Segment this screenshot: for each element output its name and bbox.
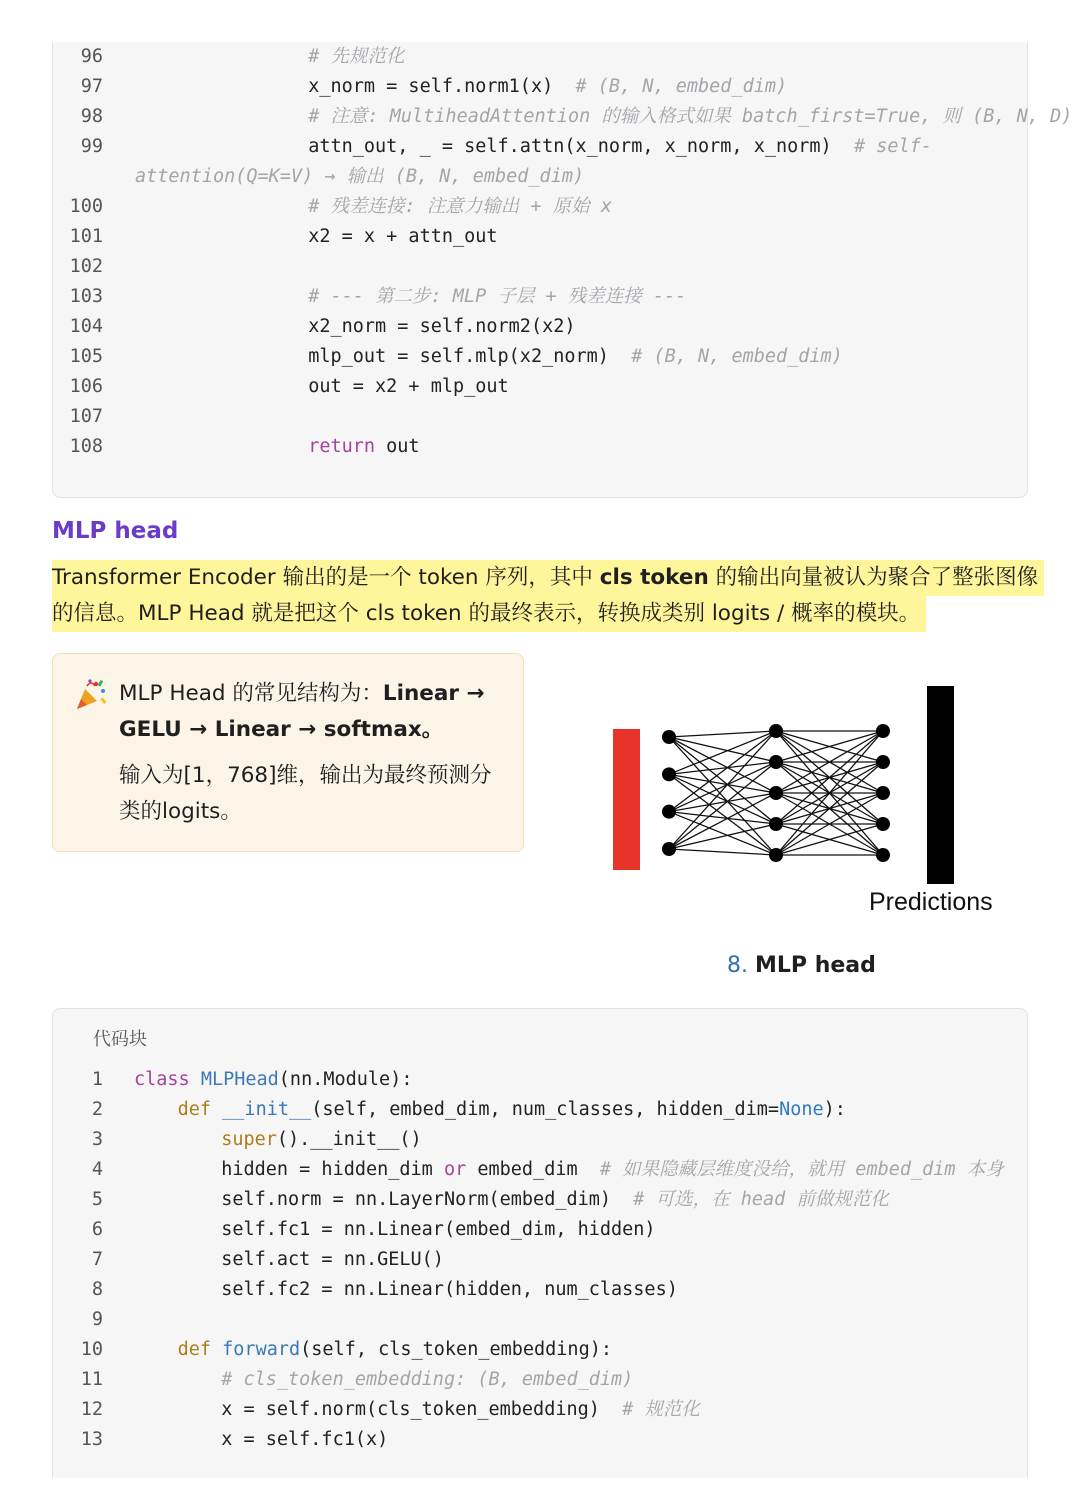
code-token: MLPHead bbox=[200, 1069, 279, 1090]
input-bar bbox=[613, 729, 640, 870]
code-text bbox=[308, 132, 932, 162]
network-node bbox=[876, 848, 890, 862]
code-text bbox=[221, 1395, 700, 1425]
highlighted-paragraph-line-2: 的信息。MLP Head 就是把这个 cls token 的最终表示，转换成类别 logits / 概率的模块。 bbox=[52, 596, 926, 632]
code-comment: # 残差连接: 注意力输出 + 原始 x bbox=[308, 196, 612, 217]
code-text bbox=[308, 222, 497, 252]
code-text bbox=[178, 1335, 612, 1365]
code-line bbox=[53, 222, 1027, 252]
code-line bbox=[53, 162, 1027, 192]
code-text bbox=[308, 342, 843, 372]
code-line bbox=[53, 432, 1027, 462]
line-number: 107 bbox=[69, 406, 103, 427]
line-number: 104 bbox=[69, 316, 103, 337]
code-token: __init__ bbox=[222, 1099, 312, 1120]
code-text bbox=[135, 162, 584, 192]
line-number: 99 bbox=[80, 136, 103, 157]
line-number: 108 bbox=[69, 436, 103, 457]
code-token: None bbox=[779, 1099, 824, 1120]
code-line bbox=[53, 1395, 1027, 1425]
para-bold-cls-token: cls token bbox=[599, 565, 709, 590]
line-number: 1 bbox=[91, 1069, 103, 1090]
network-edge bbox=[669, 731, 776, 737]
network-node bbox=[662, 842, 676, 856]
code-token: def bbox=[177, 1339, 223, 1360]
code-line bbox=[53, 252, 1027, 282]
code-text bbox=[221, 1245, 444, 1275]
code-text bbox=[221, 1185, 889, 1215]
line-number: 102 bbox=[69, 256, 103, 277]
code-line bbox=[53, 1125, 1027, 1155]
code-line bbox=[53, 1245, 1027, 1275]
code-comment: # 可选，在 head 前做规范化 bbox=[633, 1189, 889, 1210]
callout-linear-1: Linear → bbox=[382, 681, 485, 706]
line-number: 8 bbox=[91, 1279, 103, 1300]
code-comment: # 先规范化 bbox=[308, 46, 405, 67]
code-text bbox=[308, 42, 404, 72]
code-token: out bbox=[375, 436, 420, 457]
network-node bbox=[876, 755, 890, 769]
code-text bbox=[221, 1365, 633, 1395]
code-line bbox=[53, 1335, 1027, 1365]
code-comment: # self- bbox=[853, 136, 932, 157]
code-token: ().__init__() bbox=[276, 1129, 422, 1150]
callout-line-1 bbox=[119, 676, 484, 712]
line-number: 96 bbox=[80, 46, 103, 67]
code-token: out = x2 + mlp_out bbox=[308, 376, 509, 397]
code-comment: # (B, N, embed_dim) bbox=[631, 346, 843, 367]
code-line bbox=[53, 1155, 1027, 1185]
network-node bbox=[876, 817, 890, 831]
code-comment: # (B, N, embed_dim) bbox=[575, 76, 788, 97]
line-number: 2 bbox=[91, 1099, 103, 1120]
code-token: hidden = hidden_dim bbox=[221, 1159, 444, 1180]
line-number: 5 bbox=[91, 1189, 103, 1210]
code-comment: # 注意: MultiheadAttention 的输入格式如果 batch_first=True, 则 (B, N, D) bbox=[308, 106, 1073, 127]
code-text bbox=[308, 192, 612, 222]
code-text bbox=[308, 432, 419, 462]
line-number: 105 bbox=[69, 346, 103, 367]
line-number: 3 bbox=[91, 1129, 103, 1150]
mlp-head-diagram bbox=[600, 680, 1020, 920]
code-line bbox=[53, 1095, 1027, 1125]
code-token: embed_dim bbox=[466, 1159, 600, 1180]
network-node bbox=[662, 767, 676, 781]
code-token: or bbox=[443, 1159, 467, 1180]
section-title: MLP head bbox=[52, 518, 179, 544]
line-number: 11 bbox=[80, 1369, 103, 1390]
code-token: forward bbox=[222, 1339, 301, 1360]
code-token: (nn.Module): bbox=[278, 1069, 413, 1090]
code-line bbox=[53, 192, 1027, 222]
code-line bbox=[53, 282, 1027, 312]
code-line bbox=[53, 1365, 1027, 1395]
code-token: mlp_out = self.mlp(x2_norm) bbox=[308, 346, 632, 367]
code-line bbox=[53, 312, 1027, 342]
code-token: x = self.norm(cls_token_embedding) bbox=[221, 1399, 623, 1420]
network-node bbox=[662, 805, 676, 819]
code-token: x2 = x + attn_out bbox=[308, 226, 498, 247]
para-text-2: 的输出向量被认为聚合了整张图像 bbox=[708, 565, 1039, 590]
code-token: self.norm = nn.LayerNorm(embed_dim) bbox=[221, 1189, 634, 1210]
line-number: 103 bbox=[69, 286, 103, 307]
output-bar bbox=[927, 686, 954, 884]
code-token: x = self.fc1(x) bbox=[221, 1429, 389, 1450]
figure-caption-number: 8. bbox=[727, 953, 748, 978]
code-token: self.fc2 = nn.Linear(hidden, num_classes) bbox=[221, 1279, 678, 1300]
code-text bbox=[221, 1215, 655, 1245]
code-token: ): bbox=[823, 1099, 846, 1120]
code-token: self.act = nn.GELU() bbox=[221, 1249, 444, 1270]
network-node bbox=[769, 817, 783, 831]
network-node bbox=[876, 724, 890, 738]
network-edge bbox=[669, 849, 776, 855]
code-token: def bbox=[177, 1099, 223, 1120]
network-edge bbox=[669, 737, 776, 793]
code-line bbox=[53, 42, 1027, 72]
line-number: 12 bbox=[80, 1399, 103, 1420]
code-token: (self, embed_dim, num_classes, hidden_dim= bbox=[311, 1099, 780, 1120]
code-comment: # 如果隐藏层维度没给，就用 embed_dim 本身 bbox=[599, 1159, 1004, 1180]
predictions-label: Predictions bbox=[869, 888, 993, 916]
code-token: class bbox=[134, 1069, 201, 1090]
code-text bbox=[308, 282, 686, 312]
code-line bbox=[53, 1065, 1027, 1095]
network-node bbox=[769, 755, 783, 769]
callout-line-4: 类的logits。 bbox=[119, 799, 242, 824]
highlighted-paragraph-line-1 bbox=[52, 560, 1044, 596]
para-text-1: Transformer Encoder 输出的是一个 token 序列，其中 bbox=[52, 565, 600, 590]
line-number: 9 bbox=[91, 1309, 103, 1330]
network-edge bbox=[669, 793, 776, 849]
code-line bbox=[53, 102, 1073, 132]
code-token: return bbox=[308, 436, 376, 457]
code-token: x2_norm = self.norm2(x2) bbox=[308, 316, 576, 337]
code-text bbox=[308, 372, 508, 402]
line-number: 7 bbox=[91, 1249, 103, 1270]
line-number: 98 bbox=[80, 106, 103, 127]
code-line bbox=[53, 342, 1027, 372]
code-line bbox=[53, 1275, 1027, 1305]
figure-caption-text: MLP head bbox=[755, 953, 876, 978]
code-line bbox=[53, 1305, 1027, 1335]
line-number: 97 bbox=[80, 76, 103, 97]
code-text bbox=[221, 1155, 1004, 1185]
network-node bbox=[876, 786, 890, 800]
code-token: self.fc1 = nn.Linear(embed_dim, hidden) bbox=[221, 1219, 656, 1240]
code-line bbox=[53, 1185, 1027, 1215]
code-block-attention bbox=[52, 42, 1073, 498]
code-block-caption: 代码块 bbox=[93, 1029, 147, 1050]
network-node bbox=[662, 730, 676, 744]
line-number: 13 bbox=[80, 1429, 103, 1450]
code-line bbox=[53, 72, 1027, 102]
code-text bbox=[221, 1125, 422, 1155]
code-line bbox=[53, 132, 1027, 162]
code-line bbox=[53, 1425, 1027, 1455]
code-text bbox=[221, 1275, 678, 1305]
code-text bbox=[221, 1425, 388, 1455]
code-text bbox=[308, 102, 1072, 132]
code-comment: # 规范化 bbox=[622, 1399, 700, 1420]
code-token: (self, cls_token_embedding): bbox=[300, 1339, 612, 1360]
code-text bbox=[134, 1065, 412, 1095]
callout-line-2: GELU → Linear → softmax。 bbox=[119, 717, 444, 742]
code-line bbox=[53, 1215, 1027, 1245]
line-number: 6 bbox=[91, 1219, 103, 1240]
figure-caption bbox=[727, 953, 876, 978]
network-node bbox=[769, 848, 783, 862]
code-line bbox=[53, 372, 1027, 402]
code-text bbox=[308, 312, 575, 342]
line-number: 106 bbox=[69, 376, 103, 397]
code-block-mlphead bbox=[52, 1008, 1028, 1478]
callout-structure-label: MLP Head 的常见结构为： bbox=[119, 681, 383, 706]
code-token: super bbox=[221, 1129, 277, 1150]
party-popper-icon bbox=[73, 676, 109, 712]
tip-callout bbox=[52, 653, 524, 852]
code-token: x_norm = self.norm1(x) bbox=[308, 76, 576, 97]
line-number: 4 bbox=[91, 1159, 103, 1180]
code-text bbox=[178, 1095, 846, 1125]
network-node bbox=[769, 786, 783, 800]
line-number: 100 bbox=[69, 196, 103, 217]
code-text bbox=[308, 72, 787, 102]
code-line bbox=[53, 402, 1027, 432]
code-comment: # cls_token_embedding: (B, embed_dim) bbox=[221, 1369, 634, 1390]
line-number: 101 bbox=[69, 226, 103, 247]
network-node bbox=[769, 724, 783, 738]
code-comment: attention(Q=K=V) → 输出 (B, N, embed_dim) bbox=[135, 166, 585, 187]
callout-line-3: 输入为[1，768]维，输出为最终预测分 bbox=[119, 763, 492, 788]
line-number: 10 bbox=[80, 1339, 103, 1360]
code-token: attn_out, _ = self.attn(x_norm, x_norm, x_norm) bbox=[308, 136, 854, 157]
code-comment: # --- 第二步: MLP 子层 + 残差连接 --- bbox=[308, 286, 687, 307]
